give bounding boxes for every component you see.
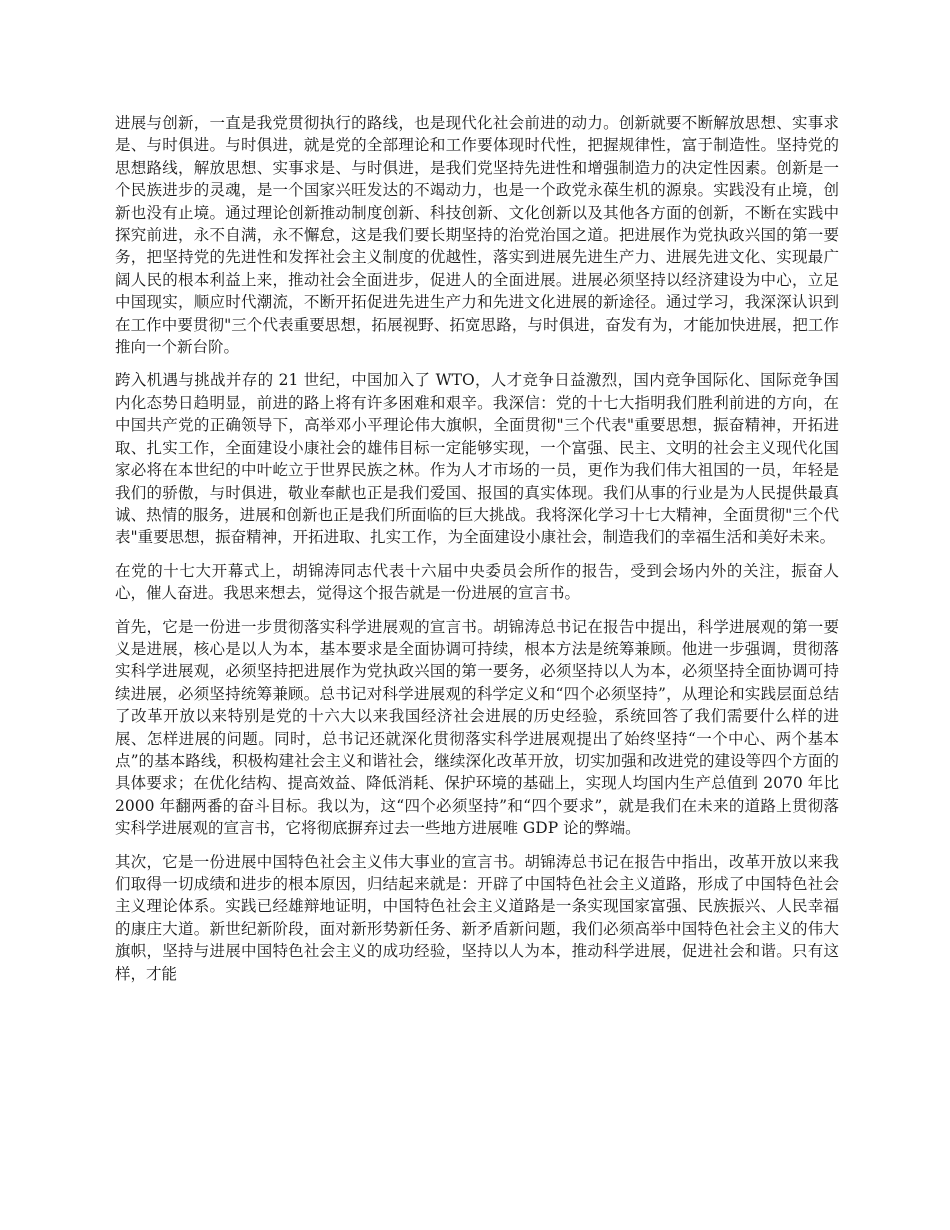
- paragraph-2: 跨入机遇与挑战并存的 21 世纪，中国加入了 WTO，人才竞争日益激烈，国内竞争国际化、国际竞争国内化态势日趋明显，前进的路上将有许多困难和艰辛。我深信：党的十七大指明我们胜利前进的方向，在中国共产党的正确领导下，高举邓小平理论伟大旗帜，全面贯彻"三个代表"重要思想，振奋精神，开拓进取、扎实工作，全面建设小康社会的雄伟目标一定能够实现，一个富强、民主、文明的社会主义现代化国家必将在本世纪的中叶屹立于世界民族之林。作为人才市场的一员，更作为我们伟大祖国的一员，年轻是我们的骄傲，与时俱进，敬业奉献也正是我们爱国、报国的真实体现。我们从事的行业是为人民提供最真诚、热情的服务，进展和创新也正是我们所面临的巨大挑战。我将深化学习十七大精神，全面贯彻"三个代表"重要思想，振奋精神，开拓进取、扎实工作，为全面建设小康社会，制造我们的幸福生活和美好未来。: [115, 371, 839, 547]
- paragraph-3: 在党的十七大开幕式上，胡锦涛同志代表十六届中央委员会所作的报告，受到会场内外的关注，振奋人心，催人奋进。我思来想去，觉得这个报告就是一份进展的宣言书。: [115, 561, 839, 603]
- paragraph-5: 其次，它是一份进展中国特色社会主义伟大事业的宣言书。胡锦涛总书记在报告中指出，改革开放以来我们取得一切成绩和进步的根本原因，归结起来就是：开辟了中国特色社会主义道路，形成了中国特色社会主义理论体系。实践已经雄辩地证明，中国特色社会主义道路是一条实现国家富强、民族振兴、人民幸福的康庄大道。新世纪新阶段，面对新形势新任务、新矛盾新问题，我们必须高举中国特色社会主义的伟大旗帜，坚持与进展中国特色社会主义的成功经验，坚持以人为本，推动科学进展，促进社会和谐。只有这样，才能: [115, 852, 839, 983]
- paragraph-1: 进展与创新，一直是我党贯彻执行的路线，也是现代化社会前进的动力。创新就要不断解放思想、实事求是、与时俱进。与时俱进，就是党的全部理论和工作要体现时代性，把握规律性，富于制造性。坚持党的思想路线，解放思想、实事求是、与时俱进，是我们党坚持先进性和增强制造力的决定性因素。创新是一个民族进步的灵魂，是一个国家兴旺发达的不竭动力，也是一个政党永葆生机的源泉。实践没有止境，创新也没有止境。通过理论创新推动制度创新、科技创新、文化创新以及其他各方面的创新，不断在实践中探究前进，永不自满，永不懈怠，这是我们要长期坚持的治党治国之道。把进展作为党执政兴国的第一要务，把坚持党的先进性和发挥社会主义制度的优越性，落实到进展先进生产力、进展先进文化、实现最广阔人民的根本利益上来，推动社会全面进步，促进人的全面进展。进展必须坚持以经济建设为中心，立足中国现实，顺应时代潮流，不断开拓促进先进生产力和先进文化进展的新途径。通过学习，我深深认识到在工作中要贯彻"三个代表重要思想，拓展视野、拓宽思路，与时俱进，奋发有为，才能加快进展，把工作推向一个新台阶。: [115, 114, 839, 357]
- paragraph-4: 首先，它是一份进一步贯彻落实科学进展观的宣言书。胡锦涛总书记在报告中提出，科学进展观的第一要义是进展，核心是以人为本，基本要求是全面协调可持续，根本方法是统筹兼顾。他进一步强调，贯彻落实科学进展观，必须坚持把进展作为党执政兴国的第一要务，必须坚持以人为本，必须坚持全面协调可持续进展，必须坚持统筹兼顾。总书记对科学进展观的科学定义和“四个必须坚持”，从理论和实践层面总结了改革开放以来特别是党的十六大以来我国经济社会进展的历史经验，系统回答了我们需要什么样的进展、怎样进展的问题。同时，总书记还就深化贯彻落实科学进展观提出了始终坚持“一个中心、两个基本点”的基本路线，积极构建社会主义和谐社会，继续深化改革开放，切实加强和改进党的建设等四个方面的具体要求；在优化结构、提高效益、降低消耗、保护环境的基础上，实现人均国内生产总值到 2070 年比 2000 年翻两番的奋斗目标。我以为，这“四个必须坚持”和“四个要求”，就是我们在未来的道路上贯彻落实科学进展观的宣言书，它将彻底摒弃过去一些地方进展唯 GDP 论的弊端。: [115, 617, 839, 838]
- document-body: [115, 112, 839, 996]
